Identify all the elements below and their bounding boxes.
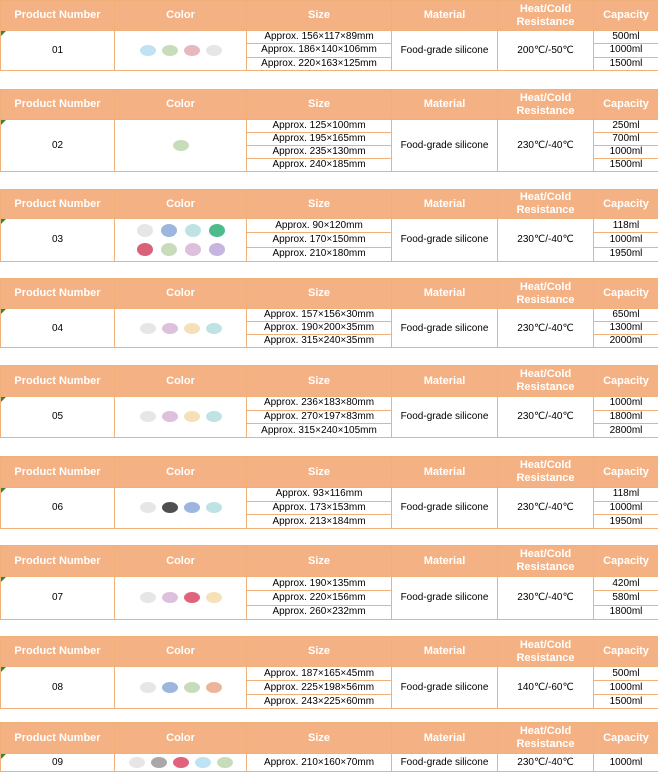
color-swatches-cell — [115, 488, 247, 529]
color-swatch — [140, 502, 156, 513]
cell-marker-icon — [1, 397, 6, 402]
product-number: 02 — [52, 140, 63, 151]
color-swatches-cell — [115, 667, 247, 709]
capacity-cell: 1000ml — [594, 681, 658, 695]
header-heat-cold-resistance — [498, 546, 594, 577]
color-swatch — [206, 502, 222, 513]
color-swatch — [161, 243, 177, 256]
size-cell: Approx. 170×150mm — [247, 233, 392, 247]
color-swatch — [140, 45, 156, 56]
header-size: Size — [247, 366, 392, 397]
header-heat-line1: Heat/Cold — [498, 725, 593, 738]
header-product-number: Product Number — [1, 546, 115, 577]
resistance-cell: 230℃/-40℃ — [498, 120, 594, 172]
capacity-cell: 1000ml — [594, 501, 658, 515]
header-material: Material — [392, 190, 498, 219]
header-product-number: Product Number — [1, 457, 115, 488]
color-swatch — [184, 323, 200, 334]
color-swatches-cell — [115, 397, 247, 438]
color-swatch — [184, 502, 200, 513]
capacity-cell: 1000ml — [594, 754, 658, 772]
color-swatches-cell — [115, 120, 247, 172]
resistance-cell: 230℃/-40℃ — [498, 397, 594, 438]
color-swatches-cell — [115, 31, 247, 71]
header-capacity: Capacity — [594, 457, 658, 488]
header-size: Size — [247, 279, 392, 309]
size-cell: Approx. 186×140×106mm — [247, 44, 392, 57]
cell-marker-icon — [1, 31, 6, 36]
header-heat-cold-resistance — [498, 366, 594, 397]
size-cell: Approx. 190×135mm — [247, 577, 392, 591]
capacity-cell: 650ml — [594, 309, 658, 322]
product-number: 09 — [52, 757, 63, 768]
size-cell: Approx. 125×100mm — [247, 120, 392, 133]
size-cell: Approx. 213×184mm — [247, 515, 392, 529]
color-swatch — [137, 243, 153, 256]
header-material: Material — [392, 546, 498, 577]
header-row — [1, 457, 658, 488]
header-heat-line1: Heat/Cold — [498, 548, 593, 561]
product-number: 03 — [52, 234, 63, 245]
color-swatch — [129, 757, 145, 768]
swatch-row — [137, 499, 225, 516]
product-number-cell — [1, 219, 115, 262]
color-swatch — [209, 224, 225, 237]
table-row — [1, 219, 658, 233]
color-swatches — [137, 499, 225, 516]
color-swatch — [209, 243, 225, 256]
header-heat-line1: Heat/Cold — [498, 92, 593, 105]
header-heat-cold-resistance — [498, 457, 594, 488]
product-number: 06 — [52, 502, 63, 513]
header-product-number: Product Number — [1, 90, 115, 120]
color-swatch — [162, 682, 178, 693]
header-heat-line2: Resistance — [498, 561, 593, 574]
table-row — [1, 309, 658, 322]
header-material: Material — [392, 723, 498, 754]
color-swatch — [140, 323, 156, 334]
size-cell: Approx. 190×200×35mm — [247, 322, 392, 335]
material-cell: Food-grade silicone — [392, 754, 498, 772]
resistance-cell: 230℃/-40℃ — [498, 577, 594, 620]
capacity-cell: 580ml — [594, 591, 658, 605]
product-table — [0, 278, 658, 348]
product-table — [0, 636, 658, 709]
color-swatch — [185, 224, 201, 237]
capacity-cell: 420ml — [594, 577, 658, 591]
capacity-cell: 250ml — [594, 120, 658, 133]
swatch-row — [126, 754, 236, 771]
header-color: Color — [115, 90, 247, 120]
color-swatch — [140, 411, 156, 422]
color-swatch — [173, 757, 189, 768]
header-color: Color — [115, 366, 247, 397]
material-cell: Food-grade silicone — [392, 488, 498, 529]
header-color: Color — [115, 457, 247, 488]
cell-marker-icon — [1, 309, 6, 314]
resistance-cell: 230℃/-40℃ — [498, 309, 594, 348]
product-number-cell — [1, 754, 115, 772]
header-heat-cold-resistance — [498, 279, 594, 309]
header-row — [1, 366, 658, 397]
color-swatch — [185, 243, 201, 256]
header-product-number: Product Number — [1, 366, 115, 397]
product-number-cell — [1, 397, 115, 438]
header-row — [1, 190, 658, 219]
cell-marker-icon — [1, 577, 6, 582]
header-material: Material — [392, 457, 498, 488]
header-capacity: Capacity — [594, 1, 658, 31]
cell-marker-icon — [1, 667, 6, 672]
swatch-row — [137, 589, 225, 606]
header-material: Material — [392, 90, 498, 120]
header-row — [1, 279, 658, 309]
header-heat-cold-resistance — [498, 190, 594, 219]
header-size: Size — [247, 90, 392, 120]
product-number: 04 — [52, 323, 63, 334]
header-row — [1, 1, 658, 31]
color-swatch — [206, 45, 222, 56]
material-cell: Food-grade silicone — [392, 577, 498, 620]
capacity-cell: 1300ml — [594, 322, 658, 335]
table-row — [1, 754, 658, 772]
product-number: 08 — [52, 682, 63, 693]
resistance-cell: 230℃/-40℃ — [498, 219, 594, 262]
product-number: 01 — [52, 45, 63, 56]
header-product-number: Product Number — [1, 723, 115, 754]
product-number-cell — [1, 120, 115, 172]
product-number-cell — [1, 31, 115, 71]
header-capacity: Capacity — [594, 723, 658, 754]
size-cell: Approx. 260×232mm — [247, 605, 392, 619]
size-cell: Approx. 173×153mm — [247, 501, 392, 515]
size-cell: Approx. 156×117×89mm — [247, 31, 392, 44]
header-heat-line2: Resistance — [498, 652, 593, 665]
header-heat-line1: Heat/Cold — [498, 281, 593, 294]
header-size: Size — [247, 190, 392, 219]
capacity-cell: 118ml — [594, 488, 658, 502]
capacity-cell: 1000ml — [594, 397, 658, 411]
header-capacity: Capacity — [594, 366, 658, 397]
header-capacity: Capacity — [594, 279, 658, 309]
capacity-cell: 700ml — [594, 133, 658, 146]
color-swatch — [162, 45, 178, 56]
resistance-cell: 140℃/-60℃ — [498, 667, 594, 709]
header-heat-line1: Heat/Cold — [498, 368, 593, 381]
header-heat-cold-resistance — [498, 1, 594, 31]
capacity-cell: 1800ml — [594, 605, 658, 619]
size-cell: Approx. 210×160×70mm — [247, 754, 392, 772]
capacity-cell: 1800ml — [594, 410, 658, 424]
header-product-number: Product Number — [1, 1, 115, 31]
swatch-row — [137, 408, 225, 425]
header-color: Color — [115, 1, 247, 31]
capacity-cell: 118ml — [594, 219, 658, 233]
size-cell: Approx. 235×130mm — [247, 146, 392, 159]
capacity-cell: 2800ml — [594, 424, 658, 438]
header-row — [1, 637, 658, 667]
table-row — [1, 488, 658, 502]
color-swatch — [161, 224, 177, 237]
material-cell: Food-grade silicone — [392, 120, 498, 172]
color-swatches — [137, 589, 225, 606]
header-heat-line2: Resistance — [498, 204, 593, 217]
product-table — [0, 456, 658, 529]
header-color: Color — [115, 279, 247, 309]
header-heat-line1: Heat/Cold — [498, 639, 593, 652]
header-heat-line2: Resistance — [498, 294, 593, 307]
material-cell: Food-grade silicone — [392, 667, 498, 709]
cell-marker-icon — [1, 219, 6, 224]
table-row — [1, 31, 658, 44]
cell-marker-icon — [1, 488, 6, 493]
color-swatch — [162, 411, 178, 422]
header-color: Color — [115, 546, 247, 577]
color-swatches — [137, 679, 225, 696]
header-material: Material — [392, 637, 498, 667]
color-swatch — [206, 323, 222, 334]
product-number-cell — [1, 667, 115, 709]
color-swatch — [195, 757, 211, 768]
size-cell: Approx. 90×120mm — [247, 219, 392, 233]
size-cell: Approx. 210×180mm — [247, 247, 392, 261]
color-swatches — [170, 137, 192, 154]
product-table — [0, 89, 658, 172]
header-material: Material — [392, 366, 498, 397]
capacity-cell: 1950ml — [594, 247, 658, 261]
swatch-row — [137, 320, 225, 337]
header-size: Size — [247, 637, 392, 667]
header-row — [1, 546, 658, 577]
header-capacity: Capacity — [594, 546, 658, 577]
header-heat-cold-resistance — [498, 637, 594, 667]
swatch-row — [137, 42, 225, 59]
color-swatches-cell — [115, 219, 247, 262]
color-swatches — [133, 221, 229, 259]
size-cell: Approx. 187×165×45mm — [247, 667, 392, 681]
header-row — [1, 90, 658, 120]
product-table — [0, 189, 658, 262]
capacity-cell: 1950ml — [594, 515, 658, 529]
header-color: Color — [115, 637, 247, 667]
material-cell: Food-grade silicone — [392, 309, 498, 348]
header-product-number: Product Number — [1, 190, 115, 219]
color-swatch — [140, 682, 156, 693]
size-cell: Approx. 93×116mm — [247, 488, 392, 502]
size-cell: Approx. 236×183×80mm — [247, 397, 392, 411]
color-swatch — [184, 45, 200, 56]
capacity-cell: 1500ml — [594, 695, 658, 709]
size-cell: Approx. 270×197×83mm — [247, 410, 392, 424]
material-cell: Food-grade silicone — [392, 219, 498, 262]
header-capacity: Capacity — [594, 637, 658, 667]
color-swatches — [137, 320, 225, 337]
header-material: Material — [392, 1, 498, 31]
header-heat-cold-resistance — [498, 90, 594, 120]
swatch-row — [133, 240, 229, 259]
header-heat-line2: Resistance — [498, 381, 593, 394]
color-swatch — [206, 592, 222, 603]
header-heat-line2: Resistance — [498, 16, 593, 29]
swatch-row — [133, 221, 229, 240]
color-swatch — [184, 682, 200, 693]
color-swatch — [137, 224, 153, 237]
color-swatches — [126, 754, 236, 771]
header-product-number: Product Number — [1, 279, 115, 309]
color-swatch — [217, 757, 233, 768]
header-heat-line2: Resistance — [498, 738, 593, 751]
color-swatch — [162, 502, 178, 513]
header-product-number: Product Number — [1, 637, 115, 667]
product-table — [0, 365, 658, 438]
header-row — [1, 723, 658, 754]
resistance-cell: 230℃/-40℃ — [498, 488, 594, 529]
header-capacity: Capacity — [594, 190, 658, 219]
color-swatch — [162, 323, 178, 334]
color-swatches-cell — [115, 309, 247, 348]
header-heat-line2: Resistance — [498, 105, 593, 118]
color-swatches — [137, 408, 225, 425]
size-cell: Approx. 195×165mm — [247, 133, 392, 146]
cell-marker-icon — [1, 754, 6, 759]
color-swatch — [184, 411, 200, 422]
header-size: Size — [247, 723, 392, 754]
table-row — [1, 120, 658, 133]
product-number-cell — [1, 577, 115, 620]
product-number-cell — [1, 488, 115, 529]
capacity-cell: 1500ml — [594, 57, 658, 70]
swatch-row — [170, 137, 192, 154]
product-table — [0, 722, 658, 772]
capacity-cell: 1000ml — [594, 233, 658, 247]
header-heat-line2: Resistance — [498, 472, 593, 485]
cell-marker-icon — [1, 120, 6, 125]
color-swatch — [162, 592, 178, 603]
size-cell: Approx. 243×225×60mm — [247, 695, 392, 709]
material-cell: Food-grade silicone — [392, 397, 498, 438]
color-swatch — [173, 140, 189, 151]
header-size: Size — [247, 1, 392, 31]
header-heat-line1: Heat/Cold — [498, 191, 593, 204]
product-number: 05 — [52, 411, 63, 422]
color-swatch — [184, 592, 200, 603]
capacity-cell: 1000ml — [594, 44, 658, 57]
color-swatch — [140, 592, 156, 603]
color-swatches-cell — [115, 754, 247, 772]
color-swatches-cell — [115, 577, 247, 620]
color-swatch — [151, 757, 167, 768]
header-size: Size — [247, 546, 392, 577]
product-number-cell — [1, 309, 115, 348]
header-capacity: Capacity — [594, 90, 658, 120]
capacity-cell: 1500ml — [594, 159, 658, 172]
capacity-cell: 500ml — [594, 31, 658, 44]
header-heat-line1: Heat/Cold — [498, 3, 593, 16]
size-cell: Approx. 220×156mm — [247, 591, 392, 605]
header-heat-cold-resistance — [498, 723, 594, 754]
table-row — [1, 667, 658, 681]
header-size: Size — [247, 457, 392, 488]
material-cell: Food-grade silicone — [392, 31, 498, 71]
capacity-cell: 2000ml — [594, 335, 658, 348]
header-color: Color — [115, 723, 247, 754]
resistance-cell: 230℃/-40℃ — [498, 754, 594, 772]
product-table — [0, 0, 658, 71]
header-material: Material — [392, 279, 498, 309]
capacity-cell: 1000ml — [594, 146, 658, 159]
header-color: Color — [115, 190, 247, 219]
swatch-row — [137, 679, 225, 696]
color-swatch — [206, 411, 222, 422]
capacity-cell: 500ml — [594, 667, 658, 681]
resistance-cell: 200℃/-50℃ — [498, 31, 594, 71]
size-cell: Approx. 225×198×56mm — [247, 681, 392, 695]
color-swatch — [206, 682, 222, 693]
table-row — [1, 397, 658, 411]
size-cell: Approx. 315×240×35mm — [247, 335, 392, 348]
header-heat-line1: Heat/Cold — [498, 459, 593, 472]
size-cell: Approx. 240×185mm — [247, 159, 392, 172]
size-cell: Approx. 157×156×30mm — [247, 309, 392, 322]
color-swatches — [137, 42, 225, 59]
size-cell: Approx. 220×163×125mm — [247, 57, 392, 70]
product-number: 07 — [52, 592, 63, 603]
product-table — [0, 545, 658, 620]
table-row — [1, 577, 658, 591]
size-cell: Approx. 315×240×105mm — [247, 424, 392, 438]
